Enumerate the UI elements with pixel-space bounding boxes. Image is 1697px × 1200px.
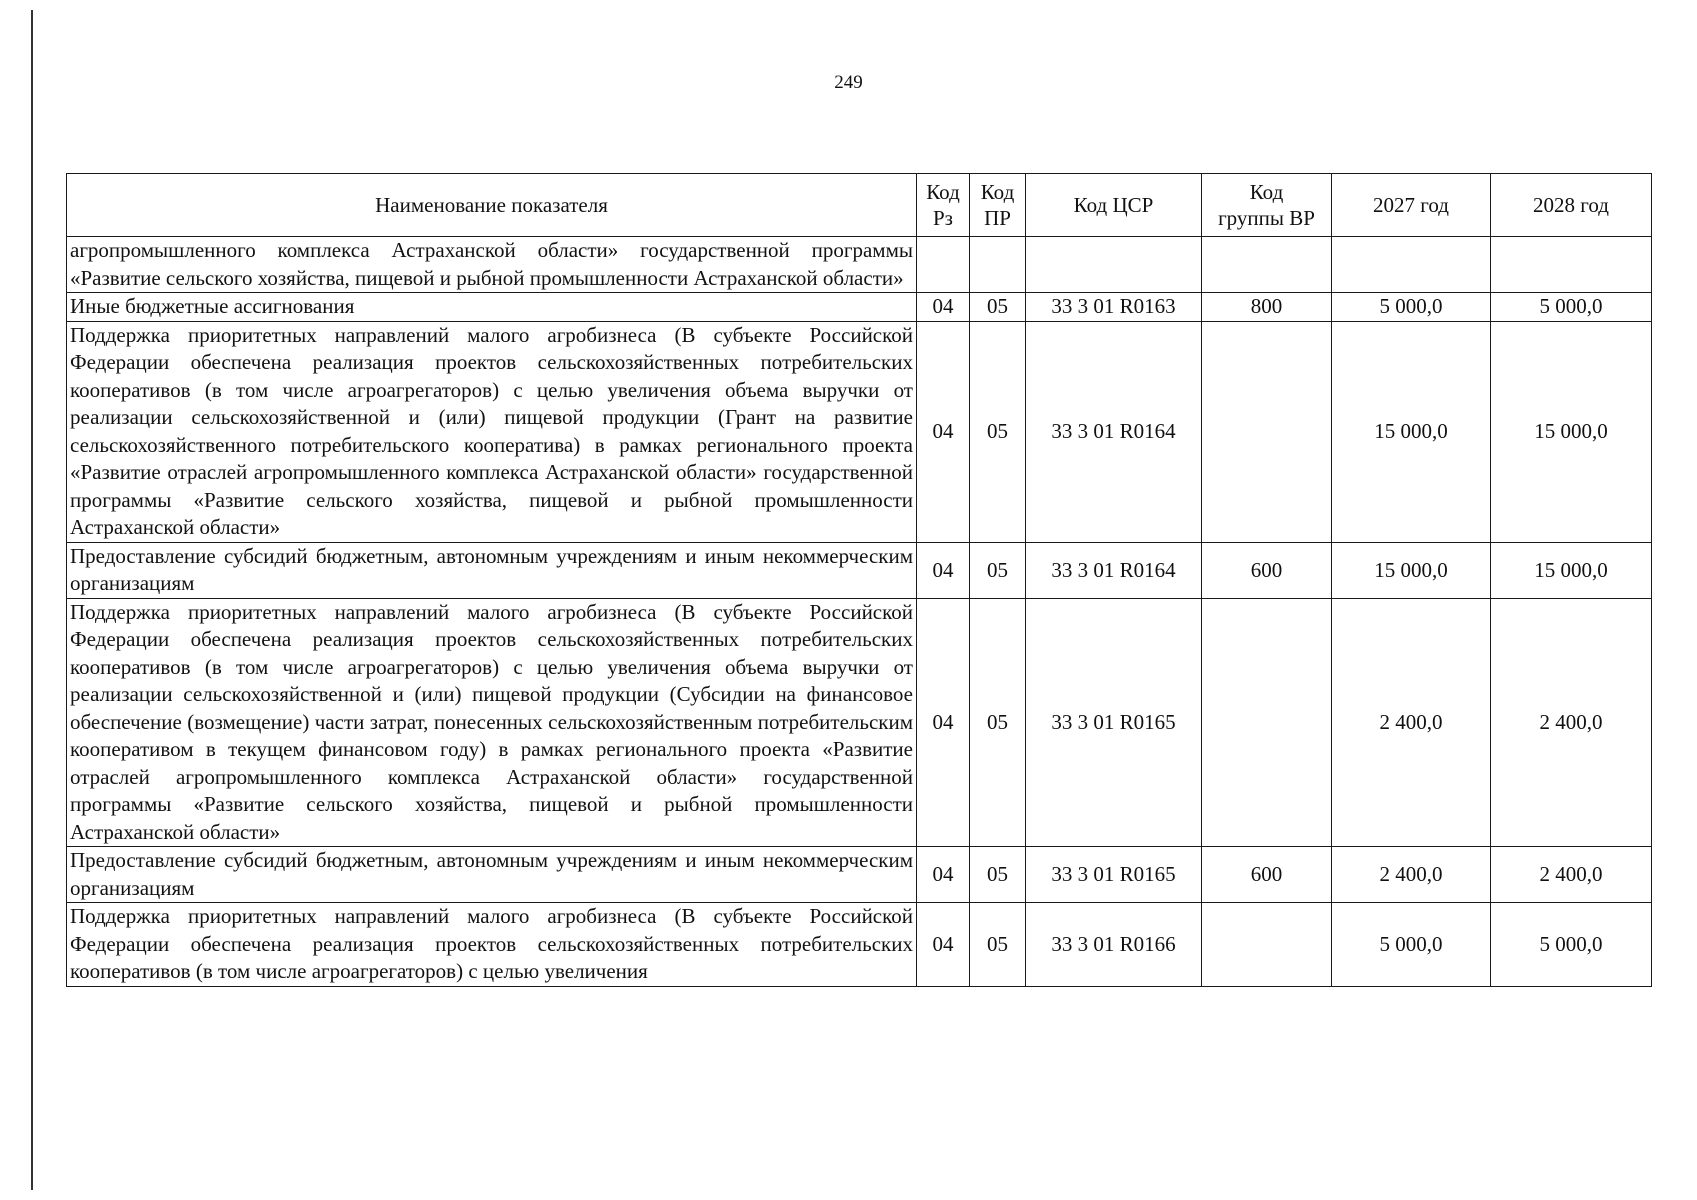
budget-table <box>66 173 1652 987</box>
table-row <box>67 237 1652 293</box>
row-name: агропромышленного комплекса Астраханской области» государственной программы «Развитие сельского хозяйства, пищевой и рыбной промышленности Астраханской области» <box>67 237 917 293</box>
header-2027: 2027 год <box>1332 174 1491 237</box>
row-2028 <box>1491 237 1652 293</box>
row-2028: 2 400,0 <box>1491 598 1652 847</box>
row-pr: 05 <box>970 542 1026 598</box>
row-name: Предоставление субсидий бюджетным, автономным учреждениям и иным некоммерческим организациям <box>67 542 917 598</box>
row-csr: 33 3 01 R0164 <box>1026 321 1202 542</box>
table-row <box>67 542 1652 598</box>
row-rz: 04 <box>917 293 970 322</box>
header-pr-line2: ПР <box>984 206 1011 230</box>
row-vr <box>1202 321 1332 542</box>
row-vr <box>1202 237 1332 293</box>
header-2028: 2028 год <box>1491 174 1652 237</box>
row-2027 <box>1332 237 1491 293</box>
table-row <box>67 847 1652 903</box>
row-name: Предоставление субсидий бюджетным, автономным учреждениям и иным некоммерческим организациям <box>67 847 917 903</box>
row-2027: 5 000,0 <box>1332 293 1491 322</box>
row-csr: 33 3 01 R0163 <box>1026 293 1202 322</box>
row-vr: 600 <box>1202 542 1332 598</box>
row-2028: 2 400,0 <box>1491 847 1652 903</box>
row-vr <box>1202 903 1332 987</box>
header-vr-line1: Код <box>1249 180 1284 204</box>
row-rz: 04 <box>917 598 970 847</box>
margin-rule <box>31 10 33 1190</box>
row-rz: 04 <box>917 903 970 987</box>
header-csr: Код ЦСР <box>1026 174 1202 237</box>
table-row <box>67 293 1652 322</box>
row-rz <box>917 237 970 293</box>
table-row <box>67 598 1652 847</box>
header-name: Наименование показателя <box>67 174 917 237</box>
row-2027: 15 000,0 <box>1332 321 1491 542</box>
row-2028: 5 000,0 <box>1491 903 1652 987</box>
row-vr <box>1202 598 1332 847</box>
row-name: Поддержка приоритетных направлений малого агробизнеса (В субъекте Российской Федерации обеспечена реализация проектов сельскохозяйственных потребительских кооперативов (в том числе агроагрегаторов) с целью увеличения <box>67 903 917 987</box>
row-rz: 04 <box>917 542 970 598</box>
header-vr-line2: группы ВР <box>1218 206 1315 230</box>
row-2027: 2 400,0 <box>1332 598 1491 847</box>
row-2027: 5 000,0 <box>1332 903 1491 987</box>
row-csr <box>1026 237 1202 293</box>
row-csr: 33 3 01 R0166 <box>1026 903 1202 987</box>
page-number: 249 <box>834 72 863 93</box>
row-pr <box>970 237 1026 293</box>
table-row <box>67 903 1652 987</box>
header-pr <box>970 174 1026 237</box>
header-rz <box>917 174 970 237</box>
row-pr: 05 <box>970 293 1026 322</box>
row-name: Поддержка приоритетных направлений малого агробизнеса (В субъекте Российской Федерации обеспечена реализация проектов сельскохозяйственных потребительских кооперативов (в том числе агроагрегаторов) с целью увеличения объема выручки от реализации сельскохозяйственной и (или) пищевой продукции (Грант на развитие сельскохозяйственного потребительского кооператива) в рамках регионального проекта «Развитие отраслей агропромышленного комплекса Астраханской области» государственной программы «Развитие сельского хозяйства, пищевой и рыбной промышленности Астраханской области» <box>67 321 917 542</box>
row-csr: 33 3 01 R0165 <box>1026 598 1202 847</box>
row-2028: 15 000,0 <box>1491 321 1652 542</box>
header-rz-line1: Код <box>926 180 960 204</box>
row-pr: 05 <box>970 321 1026 542</box>
row-rz: 04 <box>917 321 970 542</box>
row-pr: 05 <box>970 847 1026 903</box>
row-csr: 33 3 01 R0164 <box>1026 542 1202 598</box>
table-row <box>67 321 1652 542</box>
row-vr: 600 <box>1202 847 1332 903</box>
header-pr-line1: Код <box>980 180 1015 204</box>
row-name: Иные бюджетные ассигнования <box>67 293 917 322</box>
row-vr: 800 <box>1202 293 1332 322</box>
row-2027: 15 000,0 <box>1332 542 1491 598</box>
row-rz: 04 <box>917 847 970 903</box>
row-name: Поддержка приоритетных направлений малого агробизнеса (В субъекте Российской Федерации обеспечена реализация проектов сельскохозяйственных потребительских кооперативов (в том числе агроагрегаторов) с целью увеличения объема выручки от реализации сельскохозяйственной и (или) пищевой продукции (Субсидии на финансовое обеспечение (возмещение) части затрат, понесенных сельскохозяйственным потребительским кооперативом в текущем финансовом году) в рамках регионального проекта «Развитие отраслей агропромышленного комплекса Астраханской области» государственной программы «Развитие сельского хозяйства, пищевой и рыбной промышленности Астраханской области» <box>67 598 917 847</box>
row-pr: 05 <box>970 903 1026 987</box>
header-rz-line2: Рз <box>933 206 953 230</box>
header-vr <box>1202 174 1332 237</box>
row-pr: 05 <box>970 598 1026 847</box>
header-row <box>67 174 1652 237</box>
row-2028: 15 000,0 <box>1491 542 1652 598</box>
row-2027: 2 400,0 <box>1332 847 1491 903</box>
row-2028: 5 000,0 <box>1491 293 1652 322</box>
row-csr: 33 3 01 R0165 <box>1026 847 1202 903</box>
